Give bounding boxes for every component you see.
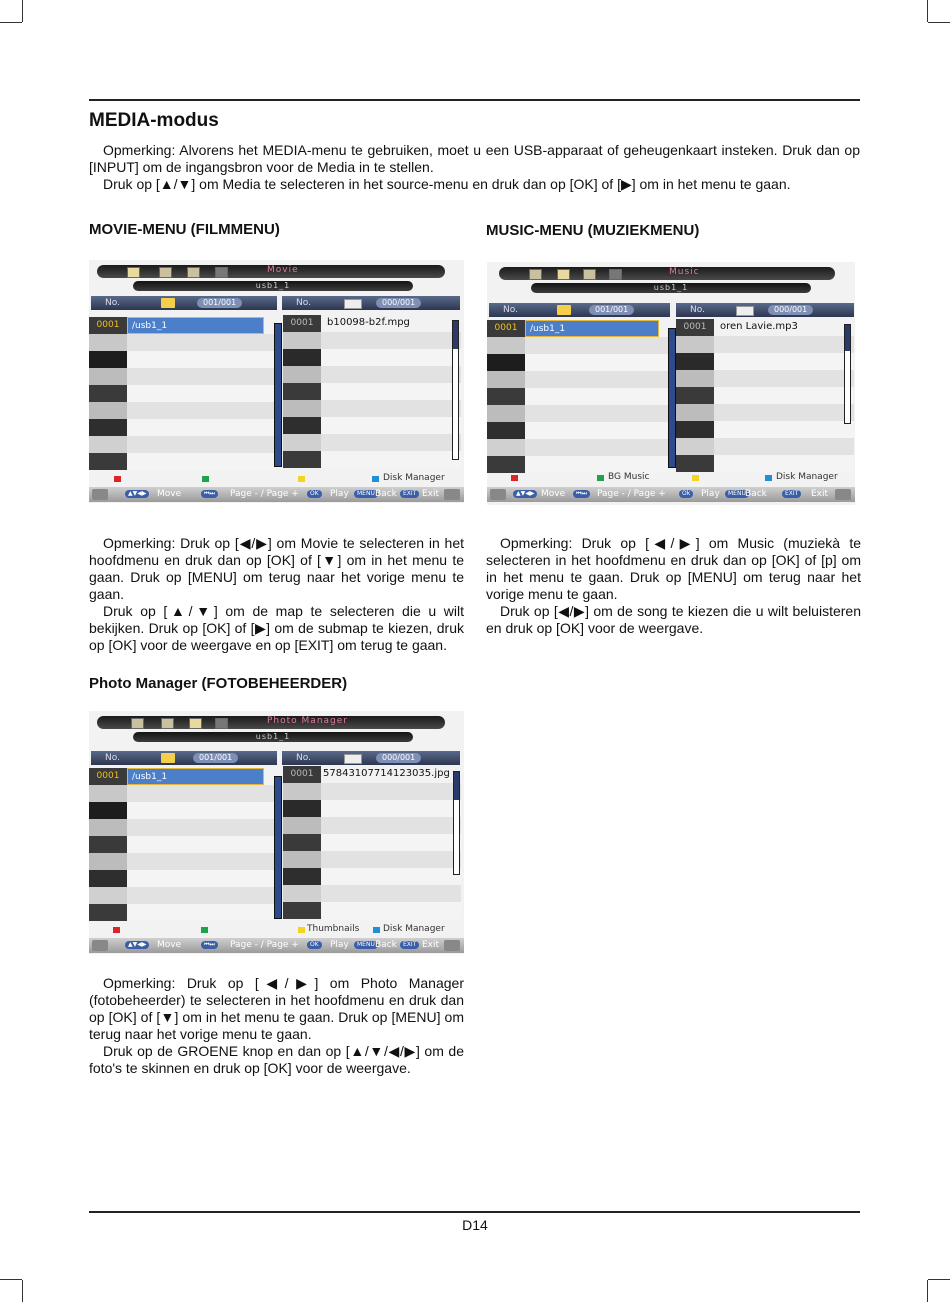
file-scrollbar[interactable] [452,320,459,460]
folder-icon [161,298,175,308]
movie-description [89,535,464,654]
list-item[interactable] [283,766,461,783]
music-paragraph: Druk op [◀/▶] om de song te kiezen die u wilt beluisteren en druk op [OK] voor de weergave. [486,603,861,636]
intro-text [89,142,860,193]
exit-label: Exit [422,489,440,499]
intro-paragraph: Druk op [▲/▼] om Media te selecteren in het source-menu en druk dan op [OK] of [▶] om in het menu te gaan. [103,176,791,192]
exit-label: Exit [422,940,440,950]
movie-file-icon [344,299,362,309]
file-list [283,766,461,926]
play-label: Play [330,489,349,499]
folder-name: /usb1_1 [525,320,659,337]
move-label: Move [541,489,566,499]
movie-icon[interactable] [529,269,542,280]
color-key-legend [89,924,464,936]
file-name: oren Lavie.mp3 [720,321,798,332]
crop-mark [22,1280,23,1302]
arrows-key: ▲▼◀▶ [125,490,149,498]
photo-menu-screen [89,711,464,954]
device-bar: usb1_1 [133,281,413,291]
crop-mark [0,22,22,23]
page-key: ⏮⏭ [573,490,590,498]
no-label: No. [296,753,311,763]
list-item[interactable] [283,315,461,332]
file-count: 000/001 [376,298,421,308]
movie-paragraph: Opmerking: Druk op [◀/▶] om Movie te selecteren in het hoofdmenu en druk dan op [OK] of [▼] om in het menu te gaan. Druk op [MENU] om terug naar het vorige menu te gaan. [89,535,464,602]
page-key: ⏮⏭ [201,490,218,498]
folder-icon [161,753,175,763]
item-number: 0001 [487,320,525,337]
crop-mark [928,22,950,23]
list-item[interactable] [487,320,668,337]
folder-column-header [91,296,277,310]
list-item [89,385,275,402]
menu-key: MENU [725,490,749,498]
ok-key: OK [307,490,322,498]
blue-key [765,475,772,481]
page-label: Page - / Page + [230,940,299,950]
exit-key: EXIT [400,490,419,498]
photo-heading: Photo Manager (FOTOBEHEERDER) [89,675,348,692]
list-item[interactable] [676,319,854,336]
page-label: Page - / Page + [597,489,666,499]
blue-key [372,476,379,482]
list-item [89,368,275,385]
file-scrollbar[interactable] [453,771,460,875]
folder-scrollbar[interactable] [668,328,676,468]
menu-top-bar [499,267,835,280]
no-label: No. [105,753,120,763]
music-icon[interactable] [161,718,174,729]
color-key-legend [89,473,464,485]
arrows-key: ▲▼◀▶ [513,490,537,498]
folder-column-header [91,751,277,765]
yellow-key [692,475,699,481]
file-name: b10098-b2f.mpg [327,317,410,328]
ok-key: OK [307,941,322,949]
file-count: 000/001 [376,753,421,763]
list-item [89,334,275,351]
text-icon[interactable] [215,718,228,729]
no-label: No. [690,305,705,315]
exit-key: EXIT [782,490,801,498]
no-label: No. [503,305,518,315]
crop-mark [22,0,23,22]
help-bar [89,938,464,953]
music-heading: MUSIC-MENU (MUZIEKMENU) [486,222,700,239]
movie-icon[interactable] [131,718,144,729]
screen-title: Music [669,267,700,277]
device-bar: usb1_1 [133,732,413,742]
folder-count: 001/001 [193,753,238,763]
no-label: No. [296,298,311,308]
music-description [486,535,861,637]
back-label: Back [375,940,397,950]
disk-manager-label: Disk Manager [383,473,445,483]
color-key-legend [487,472,855,484]
list-item[interactable] [89,317,275,334]
music-icon[interactable] [159,267,172,278]
folder-icon [557,305,571,315]
movie-heading: MOVIE-MENU (FILMMENU) [89,221,280,238]
file-column-header [676,303,854,317]
item-number: 0001 [89,317,127,334]
back-label: Back [375,489,397,499]
intro-paragraph: Opmerking: Alvorens het MEDIA-menu te gebruiken, moet u een USB-apparaat of geheugenkaart insteken. Druk dan op [INPUT] om de ingangsbron voor de Media in te stellen. [89,142,860,175]
photo-file-icon [344,754,362,764]
file-column-header [282,751,460,765]
yellow-key [298,476,305,482]
top-rule [89,99,860,101]
disk-manager-label: Disk Manager [776,472,838,482]
move-label: Move [157,940,182,950]
green-key [202,476,209,482]
page-title: MEDIA-modus [89,110,219,131]
file-column-header [282,296,460,310]
file-name: 57843107714123035.jpg [323,768,450,779]
music-paragraph: Opmerking: Druk op [◀/▶] om Music (muziekà te selecteren in het hoofdmenu en druk dan op [OK] of [p] om in het menu te gaan. Druk op [MENU] om terug naar het vorige menu te gaan. [486,535,861,602]
photo-paragraph: Opmerking: Druk op [◀/▶] om Photo Manager (fotobeheerder) te selecteren in het hoofdmenu en druk dan op [OK] of [▼] om in het menu te gaan. Druk op [MENU] om terug naar het vorige menu te gaan. [89,975,464,1042]
disk-manager-label: Disk Manager [383,924,445,934]
page-key: ⏮⏭ [201,941,218,949]
green-key [597,475,604,481]
bg-music-label: BG Music [608,472,650,482]
screen-title: Movie [267,265,299,275]
red-key [113,927,120,933]
folder-list [89,313,275,473]
list-item [89,351,275,368]
folder-count: 001/001 [589,305,634,315]
list-item [89,453,275,470]
music-file-icon [736,306,754,316]
text-icon[interactable] [609,269,622,280]
crop-mark [927,1280,928,1302]
item-number: 0001 [283,766,321,783]
green-key [201,927,208,933]
movie-icon[interactable] [127,267,140,278]
list-item[interactable] [89,768,275,785]
play-label: Play [701,489,720,499]
item-number: 0001 [89,768,127,785]
help-bar [89,487,464,502]
folder-scrollbar[interactable] [274,323,282,467]
item-number: 0001 [676,319,714,336]
file-list [676,319,854,479]
list-item [89,419,275,436]
no-label: No. [105,298,120,308]
thumbnails-label: Thumbnails [307,924,360,934]
screen-title: Photo Manager [267,716,348,726]
yellow-key [298,927,305,933]
movie-menu-screen [89,260,464,503]
folder-list [487,320,668,480]
ok-key: Ok [679,490,693,498]
folder-name: /usb1_1 [127,768,264,785]
music-icon[interactable] [557,269,570,280]
back-label: Back [745,489,767,499]
photo-paragraph: Druk op de GROENE knop en dan op [▲/▼/◀/▶] om de foto's te skinnen en druk op [OK] voor de weergave. [89,1043,464,1076]
page-number: D14 [462,1217,488,1233]
folder-column-header [489,303,670,317]
page-label: Page - / Page + [230,489,299,499]
photo-icon[interactable] [189,718,202,729]
file-list [283,313,461,473]
crop-mark [0,1279,22,1280]
blue-key [373,927,380,933]
device-bar: usb1_1 [531,283,811,293]
menu-key: MENU [354,941,378,949]
menu-key: MENU [354,490,378,498]
folder-count: 001/001 [197,298,242,308]
photo-icon[interactable] [583,269,596,280]
folder-name: /usb1_1 [127,317,264,334]
photo-description [89,975,464,1077]
file-scrollbar[interactable] [844,324,851,424]
movie-paragraph: Druk op [▲/▼] om de map te selecteren die u wilt bekijken. Druk op [OK] of [▶] om de submap te kiezen, druk op [OK] voor de weergave en op [EXIT] om terug te gaan. [89,603,464,653]
red-key [511,475,518,481]
bottom-rule [89,1211,860,1213]
file-count: 000/001 [768,305,813,315]
arrows-key: ▲▼◀▶ [125,941,149,949]
exit-label: Exit [811,489,829,499]
help-bar [487,487,855,502]
text-icon[interactable] [215,267,228,278]
red-key [114,476,121,482]
menu-top-bar [97,265,445,278]
crop-mark [927,0,928,22]
music-menu-screen [487,262,855,505]
exit-key: EXIT [400,941,419,949]
menu-top-bar [97,716,445,729]
folder-list [89,768,275,928]
list-item [89,402,275,419]
crop-mark [928,1279,950,1280]
move-label: Move [157,489,182,499]
play-label: Play [330,940,349,950]
item-number: 0001 [283,315,321,332]
list-item [89,436,275,453]
photo-icon[interactable] [187,267,200,278]
folder-scrollbar[interactable] [274,776,282,919]
